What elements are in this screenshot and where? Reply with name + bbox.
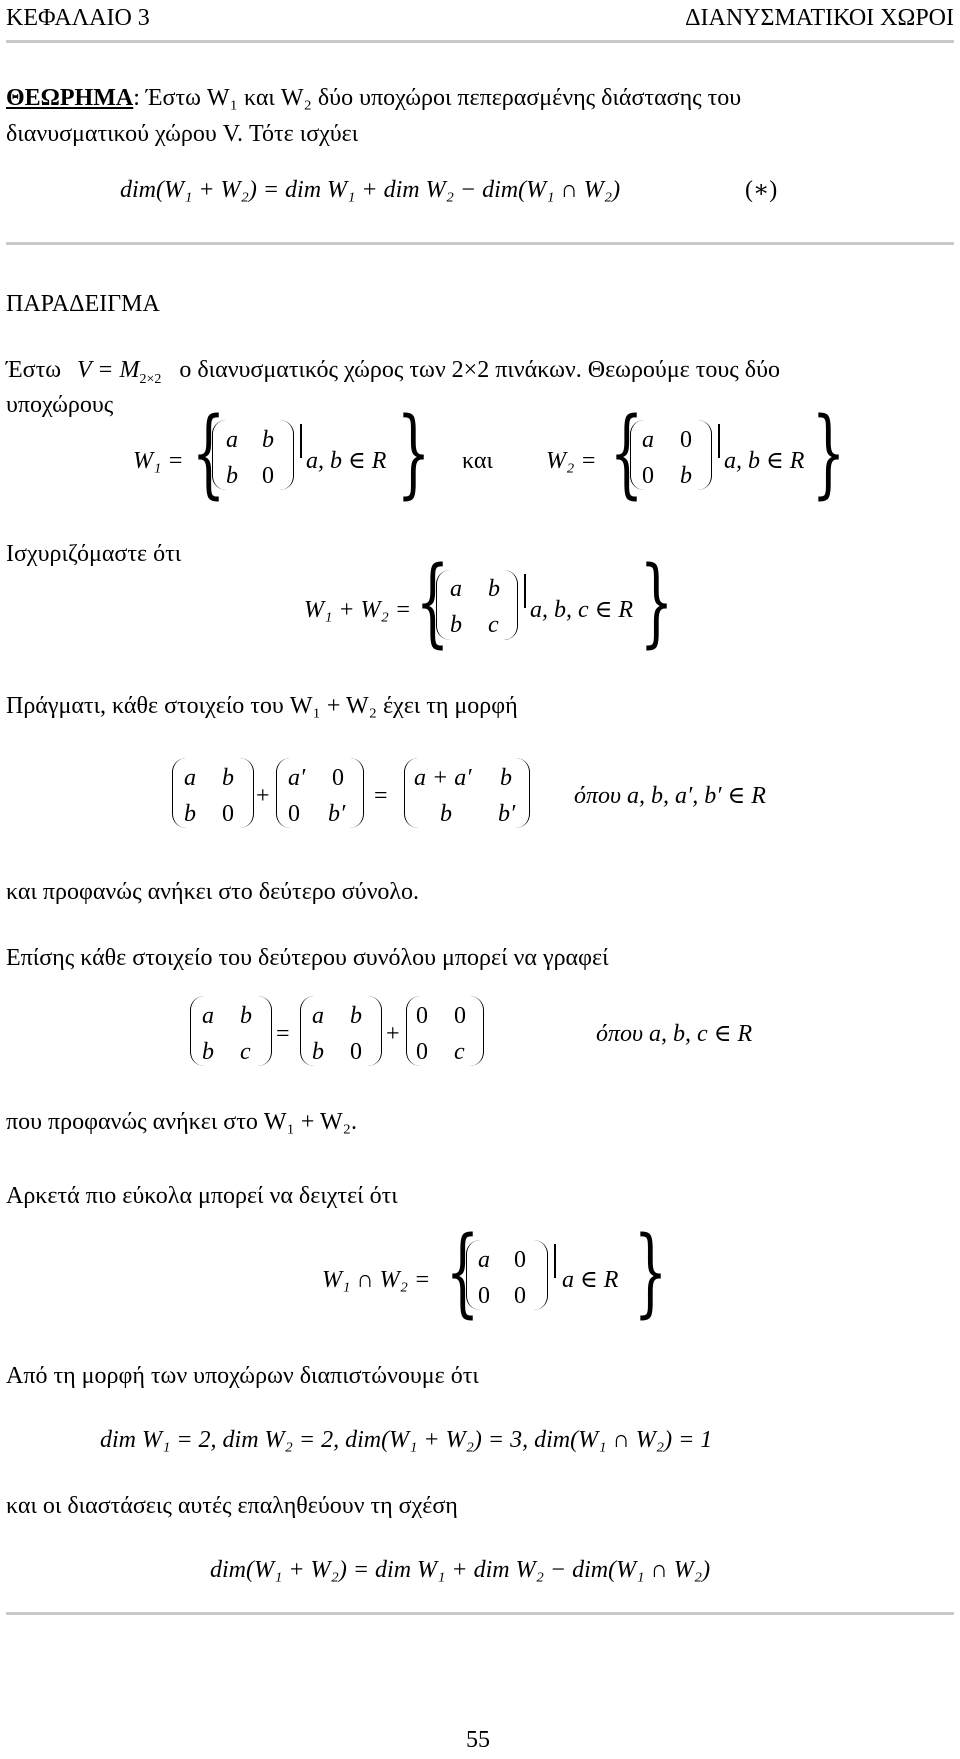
add-right-cell: b [440, 801, 452, 827]
easier-text: Αρκετά πιο εύκολα μπορεί να δειχτεί ότι [6, 1183, 398, 1209]
from-form-text: Από τη μορφή των υποχώρων διαπιστώνουμε ότι [6, 1363, 479, 1389]
example-heading: ΠΑΡΑΔΕΙΓΜΑ [6, 291, 160, 317]
section-header: ΔΙΑΝΥΣΜΑΤΙΚΟΙ ΧΩΡΟΙ [685, 5, 954, 31]
dec-right-cell: c [454, 1039, 465, 1065]
add-middle-cell: a′ [288, 765, 306, 791]
claim-text: Ισχυριζόμαστε ότι [6, 541, 182, 567]
also-text: Επίσης κάθε στοιχείο του δεύτερου συνόλου μπορεί να γραφεί [6, 945, 609, 971]
plus-sign: + [386, 1021, 400, 1047]
w2-brace-left: { [609, 397, 644, 509]
w1-lhs: W₁ = [133, 448, 184, 474]
sum-separator [524, 574, 526, 608]
w2-brace-right: } [811, 397, 846, 509]
int-cell: a [478, 1247, 490, 1273]
where-clause-2: όπου a, b, c ∈ R [596, 1021, 753, 1047]
indeed-text: Πράγματι, κάθε στοιχείο του W₁ + W₂ έχει τη μορφή [6, 693, 518, 719]
final-formula: dim(W₁ + W₂) = dim W₁ + dim W₂ − dim(W₁ ∩ W₂) [210, 1557, 711, 1583]
w2-cell: a [642, 427, 654, 453]
w1-cell: 0 [262, 463, 274, 489]
theorem-formula: dim(W₁ + W₂) = dim W₁ + dim W₂ − dim(W₁ ∩ W₂) [120, 177, 621, 203]
w2-cell: b [680, 463, 692, 489]
and-word: και [462, 448, 493, 474]
w2-cell: 0 [680, 427, 692, 453]
dec-left-cell: b [240, 1003, 252, 1029]
add-right-cell: b [500, 765, 512, 791]
example-intro-line-2: υποχώρους [6, 392, 114, 418]
w1-cell: b [226, 463, 238, 489]
add-middle-cell: 0 [288, 801, 300, 827]
dec-middle-cell: 0 [350, 1039, 362, 1065]
int-cell: 0 [514, 1247, 526, 1273]
example-intro-line-1 [6, 357, 780, 387]
header-divider [6, 40, 954, 43]
w2-condition: a, b ∈ R [724, 448, 805, 474]
intro-sub: 2×2 [139, 372, 162, 387]
int-brace-left: { [445, 1216, 480, 1328]
add-middle-cell: 0 [332, 765, 344, 791]
sum-matrix [436, 570, 518, 640]
where-clause-1: όπου a, b, a′, b′ ∈ R [574, 783, 766, 809]
dec-middle-cell: b [350, 1003, 362, 1029]
sum-brace-left: { [415, 546, 450, 658]
add-middle-cell: b′ [328, 801, 346, 827]
add-right-cell: a + a′ [414, 765, 472, 791]
int-brace-right: } [633, 1216, 668, 1328]
int-condition: a ∈ R [562, 1267, 619, 1293]
add-right-cell: b′ [498, 801, 516, 827]
chapter-header: ΚΕΦΑΛΑΙΟ 3 [6, 5, 150, 31]
int-separator [554, 1244, 556, 1278]
equals-sign: = [276, 1021, 290, 1047]
w2-lhs: W₂ = [546, 448, 597, 474]
dec-middle-cell: b [312, 1039, 324, 1065]
belongs-text-1: και προφανώς ανήκει στο δεύτερο σύνολο. [6, 879, 420, 905]
sum-lhs: W₁ + W₂ = [304, 597, 412, 623]
w1-matrix [212, 420, 294, 490]
theorem-tag: (∗) [745, 177, 778, 203]
verify-text: και οι διαστάσεις αυτές επαληθεύουν τη σχέση [6, 1493, 458, 1519]
w2-cell: 0 [642, 463, 654, 489]
dec-middle-cell: a [312, 1003, 324, 1029]
dec-left-cell: c [240, 1039, 251, 1065]
sum-cell: b [488, 576, 500, 602]
w1-brace-left: { [191, 397, 226, 509]
page-number: 55 [466, 1727, 490, 1753]
dec-right-cell: 0 [416, 1003, 428, 1029]
sum-brace-right: } [639, 546, 674, 658]
intro-text: ο διανυσματικός χώρος των 2×2 πινάκων. Θεωρούμε τους δύο [179, 357, 780, 383]
dec-left-cell: a [202, 1003, 214, 1029]
plus-sign: + [256, 783, 270, 809]
w2-separator [718, 424, 720, 458]
theorem-line-1 [6, 86, 741, 110]
sum-condition: a, b, c ∈ R [530, 597, 634, 623]
intersection-lhs: W₁ ∩ W₂ = [322, 1267, 431, 1293]
add-left-cell: a [184, 765, 196, 791]
w1-condition: a, b ∈ R [306, 448, 387, 474]
sum-cell: c [488, 612, 499, 638]
belongs-text-2: που προφανώς ανήκει στο W₁ + W₂. [6, 1109, 357, 1135]
w1-separator [300, 424, 302, 458]
dec-left-cell: b [202, 1039, 214, 1065]
add-left-cell: b [222, 765, 234, 791]
dimensions-line: dim W₁ = 2, dim W₂ = 2, dim(W₁ + W₂) = 3, dim(W₁ ∩ W₂) = 1 [100, 1427, 713, 1453]
w1-cell: b [262, 427, 274, 453]
sum-cell: a [450, 576, 462, 602]
dec-right-cell: 0 [454, 1003, 466, 1029]
add-left-cell: 0 [222, 801, 234, 827]
theorem-text-1: : Έστω W₁ και W₂ δύο υποχώροι πεπερασμένης διάστασης του [133, 85, 742, 111]
theorem-line-2: διανυσματικού χώρου V. Τότε ισχύει [6, 121, 359, 147]
add-left-cell: b [184, 801, 196, 827]
sum-cell: b [450, 612, 462, 638]
int-cell: 0 [514, 1283, 526, 1309]
w1-brace-right: } [396, 397, 431, 509]
w1-cell: a [226, 427, 238, 453]
bottom-divider [6, 1612, 954, 1615]
dec-right-cell: 0 [416, 1039, 428, 1065]
equals-sign: = [374, 783, 388, 809]
theorem-label: ΘΕΩΡΗΜΑ [6, 85, 134, 111]
intro-prefix: Έστω [6, 357, 62, 383]
intro-space: V = M [77, 357, 140, 383]
int-cell: 0 [478, 1283, 490, 1309]
theorem-divider [6, 242, 954, 245]
